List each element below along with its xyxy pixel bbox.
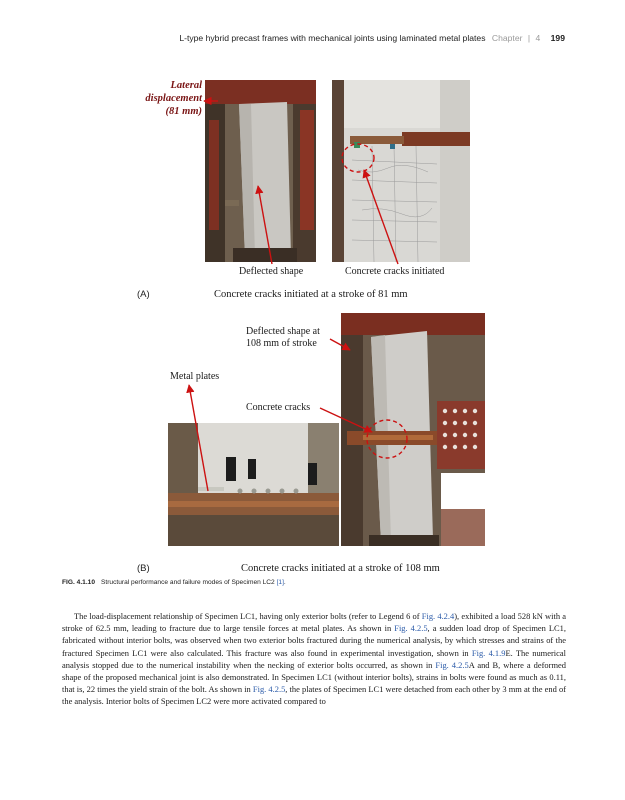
citation-link[interactable]: [1] [276,579,284,586]
page-number: 199 [550,33,565,43]
body-text-segment: , the plates of Specimen LC1 were detached from each other by 3 mm at the end of the analysis. Interior bolts of Specimen LC2 were more activated compared to [62,684,566,707]
label-concrete-cracks: Concrete cracks [246,402,311,413]
figure-link[interactable]: Fig. 4.2.5 [252,684,286,695]
chapter-number: 4 [535,33,541,43]
figure-caption [62,579,286,586]
running-header [179,33,565,43]
panel-a-tag: (A) [137,289,150,300]
body-text-segment: A and B, where a deformed shape of the proposed mechanical joint is also demonstrated. In Specimen LC1 (without interior bolts), strains in bolts were found as much as 0.11, that is, 22 times the yield strain of the bolt. As shown in [62,659,566,695]
running-title: L-type hybrid precast frames with mechanical joints using laminated metal plates [179,33,486,43]
figure-number: FIG. 4.1.10 [62,579,95,586]
figure-link[interactable]: Fig. 4.2.5 [394,623,428,634]
lateral-label-line-2: displacement [145,93,202,104]
lateral-label-line-1: Lateral [170,80,202,91]
body-text-segment: , a sudden load drop of Specimen LC1, fabricated without interior bolts, was observed when two exterior bolts fractured during the numerical analysis, by which stresses and strains of the fractured Specimen LC1 were also calculated. This fracture was also found in experimental investigation, shown in [62,623,566,658]
label-deflected-108 [246,326,320,350]
body-text-segment: ), exhibited a load 528 kN with a stroke of 62.5 mm, leading to fracture due to large tensile forces at metal plates. As shown in [62,611,566,634]
label-deflected-108-line-1: Deflected shape at [246,326,320,337]
figure-link[interactable]: Fig. 4.1.9 [471,647,506,658]
panel-b-tag: (B) [137,563,150,574]
figure-caption-text: Structural performance and failure modes of Specimen LC2 [101,579,275,586]
photo-a-deflected-column [205,80,316,262]
figure-caption-end: . [283,579,286,586]
body-text-segment: The load-displacement relationship of Specimen LC1, having only exterior bolts (refer to Legend 6 of [74,611,422,621]
figure-link[interactable]: Fig. 4.2.4 [421,611,455,621]
lateral-label-line-3: (81 mm) [165,106,202,117]
label-cracks-initiated: Concrete cracks initiated [345,266,445,277]
lateral-displacement-label [128,79,202,118]
photo-b-deflected-column [341,313,485,546]
photo-b-metal-plates [168,423,339,546]
panel-b-subcaption: Concrete cracks initiated at a stroke of 108 mm [241,563,440,574]
body-paragraph [62,610,566,708]
label-metal-plates: Metal plates [170,371,220,382]
label-deflected-shape: Deflected shape [239,266,304,277]
panel-a-subcaption: Concrete cracks initiated at a stroke of 81 mm [214,289,408,300]
label-deflected-108-line-2: 108 mm of stroke [246,338,317,349]
body-text-segment: E. The numerical analysis stopped due to the numerical instability when the necking of exterior bolts occurred, as shown in [62,647,566,670]
photo-a-concrete-cracks [332,80,470,262]
figure-link[interactable]: Fig. 4.2.5 [435,659,469,670]
chapter-separator: | [527,33,531,43]
chapter-label: Chapter [491,33,523,43]
